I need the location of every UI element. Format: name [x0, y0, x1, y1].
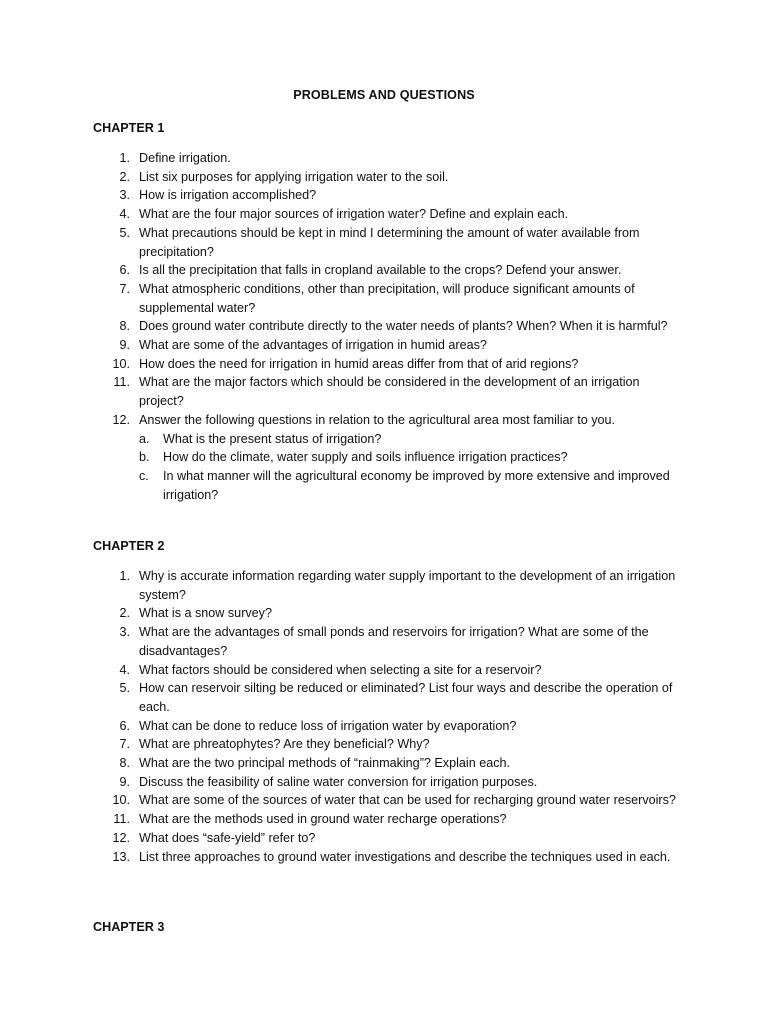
question-item — [106, 280, 686, 317]
question-item — [106, 773, 686, 792]
question-item — [106, 829, 686, 848]
question-text: Discuss the feasibility of saline water conversion for irrigation purposes. — [139, 774, 538, 789]
question-number: 1. — [119, 151, 130, 165]
question-number: 9. — [119, 338, 130, 353]
question-number: 2. — [119, 606, 130, 621]
question-number: 9. — [119, 774, 130, 789]
sub-question-item — [139, 448, 686, 467]
question-number: 3. — [119, 188, 130, 203]
question-item — [106, 149, 686, 168]
question-number: 1. — [119, 569, 130, 583]
question-item — [106, 679, 686, 716]
question-number: 4. — [119, 662, 130, 677]
chapter-heading-3: CHAPTER 3 — [93, 920, 165, 934]
question-text: What factors should be considered when selecting a site for a reservoir? — [139, 662, 542, 677]
question-text: What are the two principal methods of “rainmaking”? Explain each. — [139, 756, 510, 771]
question-item — [106, 810, 686, 829]
question-item — [106, 848, 686, 867]
question-text: What precautions should be kept in mind I determining the amount of water available from precipitation? — [139, 225, 640, 259]
question-item — [106, 355, 686, 374]
question-item — [106, 205, 686, 224]
question-text: What are the advantages of small ponds and reservoirs for irrigation? What are some of the disadvantages? — [139, 625, 649, 658]
question-text: What are the methods used in ground water recharge operations? — [139, 812, 507, 827]
question-text: List six purposes for applying irrigation water to the soil. — [139, 169, 449, 184]
question-item — [106, 261, 686, 280]
question-text: What are the major factors which should be considered in the development of an irrigation project? — [139, 375, 640, 409]
question-text: What are some of the sources of water that can be used for recharging ground water reservoirs? — [139, 793, 676, 808]
question-number: 11. — [113, 375, 130, 390]
question-text: What can be done to reduce loss of irrigation water by evaporation? — [139, 718, 517, 733]
question-item — [106, 754, 686, 773]
question-number: 3. — [119, 625, 130, 640]
question-number: 5. — [119, 225, 130, 240]
question-number: 13. — [112, 849, 130, 864]
question-number: 7. — [119, 281, 130, 296]
sub-question-letter: a. — [139, 431, 150, 446]
question-number: 10. — [112, 793, 130, 808]
question-text: Define irrigation. — [139, 151, 231, 165]
question-item — [106, 224, 686, 261]
chapter-heading-2: CHAPTER 2 — [93, 539, 165, 553]
question-text: How is irrigation accomplished? — [139, 188, 317, 203]
question-text: Answer the following questions in relation to the agricultural area most familiar to you. — [139, 412, 616, 427]
page-title: PROBLEMS AND QUESTIONS — [293, 88, 475, 102]
question-text: What atmospheric conditions, other than precipitation, will produce significant amounts of supplemental water? — [139, 281, 635, 315]
question-item — [106, 661, 686, 680]
question-text: What is a snow survey? — [139, 606, 272, 621]
question-text: What are the four major sources of irrigation water? Define and explain each. — [139, 207, 569, 222]
question-item — [106, 373, 686, 410]
question-number: 6. — [119, 718, 130, 733]
sub-question-letter: c. — [139, 468, 149, 483]
question-item — [106, 791, 686, 810]
question-text: Why is accurate information regarding water supply important to the development of an irrigation system? — [139, 569, 676, 602]
sub-question-item — [139, 467, 686, 504]
chapter-1-question-list — [106, 149, 686, 504]
question-number: 7. — [119, 737, 130, 752]
question-text: What are phreatophytes? Are they beneficial? Why? — [139, 737, 430, 752]
question-number: 4. — [119, 207, 130, 222]
question-item — [106, 567, 686, 604]
sub-question-letter: b. — [139, 450, 150, 465]
question-number: 12. — [112, 412, 130, 427]
question-item — [106, 317, 686, 336]
question-number: 2. — [119, 169, 130, 184]
sub-question-text: In what manner will the agricultural economy be improved by more extensive and improved irrigation? — [163, 468, 670, 502]
question-item — [106, 411, 686, 505]
question-number: 5. — [119, 681, 130, 696]
question-item — [106, 623, 686, 660]
sub-question-text: What is the present status of irrigation? — [163, 431, 382, 446]
question-number: 10. — [112, 356, 130, 371]
question-text: What does “safe-yield” refer to? — [139, 830, 316, 845]
question-number: 11. — [113, 812, 130, 827]
question-number: 8. — [119, 319, 130, 334]
chapter-2-question-list — [106, 567, 686, 866]
chapter-heading-1: CHAPTER 1 — [93, 121, 165, 135]
question-item — [106, 186, 686, 205]
question-text: Is all the precipitation that falls in cropland available to the crops? Defend your answer. — [139, 263, 622, 278]
question-text: Does ground water contribute directly to the water needs of plants? When? When it is harmful? — [139, 319, 668, 334]
question-item — [106, 336, 686, 355]
question-number: 8. — [119, 756, 130, 771]
question-item — [106, 604, 686, 623]
question-item — [106, 717, 686, 736]
sub-question-item — [139, 430, 686, 449]
question-number: 6. — [119, 263, 130, 278]
question-text: How does the need for irrigation in humid areas differ from that of arid regions? — [139, 356, 579, 371]
question-number: 12. — [112, 830, 130, 845]
question-text: What are some of the advantages of irrigation in humid areas? — [139, 338, 487, 353]
sub-question-list — [139, 430, 686, 505]
question-text: List three approaches to ground water investigations and describe the techniques used in each. — [139, 849, 671, 864]
sub-question-text: How do the climate, water supply and soils influence irrigation practices? — [163, 450, 568, 465]
question-text: How can reservoir silting be reduced or eliminated? List four ways and describe the operation of each. — [139, 681, 673, 714]
question-item — [106, 735, 686, 754]
question-item — [106, 168, 686, 187]
